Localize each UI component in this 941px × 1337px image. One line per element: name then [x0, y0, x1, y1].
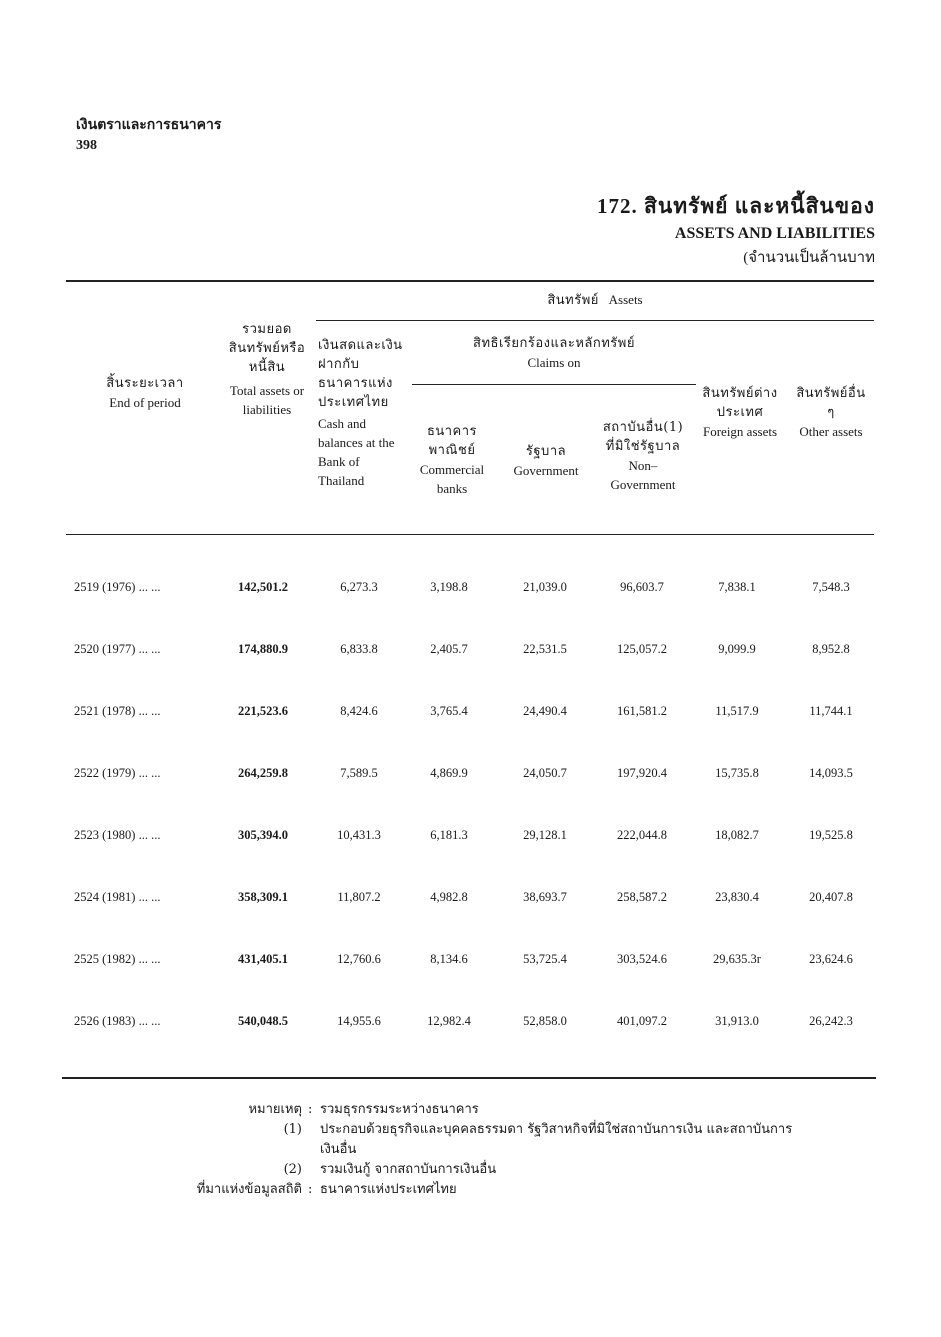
row-government: 21,039.0: [523, 580, 567, 594]
running-header: [76, 116, 221, 156]
row-government: 22,531.5: [523, 642, 567, 656]
row-total: 264,259.8: [238, 766, 288, 780]
claims-header: [412, 334, 696, 372]
commercial-header-th: ธนาคารพาณิชย์: [426, 424, 478, 458]
row-cash: 6,273.3: [340, 580, 378, 594]
row-government: 53,725.4: [523, 952, 567, 966]
row-non-government: 258,587.2: [617, 890, 667, 904]
assets-rule: [316, 320, 874, 321]
government-header-en: Government: [513, 463, 579, 478]
row-other: 14,093.5: [809, 766, 853, 780]
cash-header-en: Cash and balances at the Bank of Thailand: [318, 416, 395, 488]
note-line: [150, 1120, 800, 1160]
row-total: 431,405.1: [238, 952, 288, 966]
table-title-th: 172. สินทรัพย์ และหนี้สินของ: [597, 194, 875, 218]
government-header: [500, 442, 592, 480]
row-commercial: 4,982.8: [430, 890, 468, 904]
note-colon: :: [308, 1182, 313, 1197]
row-other: 8,952.8: [812, 642, 850, 656]
row-non-government: 161,581.2: [617, 704, 667, 718]
row-period: 2521 (1978) ... ...: [74, 704, 161, 718]
row-cash: 11,807.2: [337, 890, 381, 904]
foreign-header-th: สินทรัพย์ต่างประเทศ: [702, 386, 778, 420]
row-other: 20,407.8: [809, 890, 853, 904]
row-commercial: 4,869.9: [430, 766, 468, 780]
row-period: 2519 (1976) ... ...: [74, 580, 161, 594]
row-total: 174,880.9: [238, 642, 288, 656]
note-colon: [308, 1160, 320, 1180]
claims-header-th: สิทธิเรียกร้องและหลักทรัพย์: [473, 336, 635, 351]
row-total: 540,048.5: [238, 1014, 288, 1028]
row-cash: 12,760.6: [337, 952, 381, 966]
row-commercial: 3,765.4: [430, 704, 468, 718]
commercial-header-en: Commercial banks: [419, 462, 485, 496]
row-other: 7,548.3: [812, 580, 850, 594]
non-government-header: [600, 418, 686, 494]
row-government: 29,128.1: [523, 828, 567, 842]
row-cash: 8,424.6: [340, 704, 378, 718]
row-foreign: 29,635.3r: [713, 952, 761, 966]
note-text: ประกอบด้วยธุรกิจและบุคคลธรรมดา รัฐวิสาหกิจที่มิใช่สถาบันการเงิน และสถาบันการเงินอื่น: [320, 1122, 793, 1157]
table-title-block: [597, 190, 875, 269]
running-header-title: เงินตราและการธนาคาร: [76, 118, 222, 133]
row-commercial: 2,405.7: [430, 642, 468, 656]
cash-header-th: เงินสดและเงินฝากกับธนาคารแห่งประเทศไทย: [318, 338, 403, 410]
note-text: รวมเงินกู้ จากสถาบันการเงินอื่น: [320, 1162, 497, 1177]
table-row: [66, 580, 874, 600]
row-total: 142,501.2: [238, 580, 288, 594]
assets-header-th: สินทรัพย์: [547, 293, 599, 308]
row-non-government: 96,603.7: [620, 580, 664, 594]
non-government-header-th: สถาบันอื่น(1) ที่มิใช่รัฐบาล: [602, 420, 684, 454]
total-header: [228, 320, 306, 419]
bottom-rule: [62, 1077, 876, 1079]
table-row: [66, 642, 874, 662]
row-period: 2524 (1981) ... ...: [74, 890, 161, 904]
table-row: [66, 704, 874, 724]
row-foreign: 9,099.9: [718, 642, 756, 656]
row-cash: 7,589.5: [340, 766, 378, 780]
foreign-header-en: Foreign assets: [702, 424, 778, 439]
commercial-header: [410, 422, 494, 498]
row-period: 2526 (1983) ... ...: [74, 1014, 161, 1028]
row-foreign: 11,517.9: [715, 704, 759, 718]
row-non-government: 125,057.2: [617, 642, 667, 656]
header-bottom-rule: [66, 534, 874, 535]
note-line: [150, 1100, 800, 1120]
table-row: [66, 828, 874, 848]
note-label: (2): [283, 1162, 302, 1177]
table-row: [66, 890, 874, 910]
row-other: 19,525.8: [809, 828, 853, 842]
government-header-th: รัฐบาล: [525, 444, 567, 459]
foreign-header: [698, 384, 782, 441]
table-row: [66, 766, 874, 786]
row-total: 305,394.0: [238, 828, 288, 842]
total-header-th: รวมยอดสินทรัพย์หรือหนี้สิน: [228, 322, 306, 375]
top-rule: [66, 280, 874, 282]
row-period: 2520 (1977) ... ...: [74, 642, 161, 656]
row-foreign: 31,913.0: [715, 1014, 759, 1028]
notes-block: [150, 1100, 800, 1200]
note-label: ที่มาแห่งข้อมูลสถิติ: [196, 1182, 302, 1197]
note-label: หมายเหตุ: [248, 1102, 302, 1117]
row-cash: 14,955.6: [337, 1014, 381, 1028]
note-label: (1): [283, 1122, 302, 1137]
row-period: 2522 (1979) ... ...: [74, 766, 161, 780]
period-header-en: End of period: [109, 395, 181, 410]
claims-rule: [412, 384, 696, 385]
row-commercial: 6,181.3: [430, 828, 468, 842]
period-header-th: สิ้นระยะเวลา: [106, 376, 184, 391]
row-total: 358,309.1: [238, 890, 288, 904]
row-non-government: 303,524.6: [617, 952, 667, 966]
note-line: [150, 1180, 800, 1200]
row-non-government: 222,044.8: [617, 828, 667, 842]
assets-header: [316, 290, 874, 310]
row-foreign: 18,082.7: [715, 828, 759, 842]
row-total: 221,523.6: [238, 704, 288, 718]
row-government: 52,858.0: [523, 1014, 567, 1028]
note-text: รวมธุรกรรมระหว่างธนาคาร: [320, 1102, 479, 1117]
row-government: 24,050.7: [523, 766, 567, 780]
table-title-en: ASSETS AND LIABILITIES: [674, 225, 875, 242]
row-non-government: 401,097.2: [617, 1014, 667, 1028]
row-commercial: 12,982.4: [427, 1014, 471, 1028]
other-header-en: Other assets: [799, 424, 863, 439]
row-commercial: 8,134.6: [430, 952, 468, 966]
row-government: 24,490.4: [523, 704, 567, 718]
cash-header: [318, 336, 404, 490]
unit-note: (จำนวนเป็นล้านบาท: [743, 250, 875, 266]
note-colon: [308, 1120, 320, 1160]
row-period: 2525 (1982) ... ...: [74, 952, 161, 966]
row-other: 26,242.3: [809, 1014, 853, 1028]
row-non-government: 197,920.4: [617, 766, 667, 780]
assets-header-en: Assets: [608, 292, 643, 307]
row-other: 11,744.1: [809, 704, 853, 718]
row-commercial: 3,198.8: [430, 580, 468, 594]
page-number: 398: [76, 138, 97, 153]
row-foreign: 23,830.4: [715, 890, 759, 904]
total-header-en: Total assets or liabilities: [229, 383, 305, 417]
claims-header-en: Claims on: [527, 355, 581, 370]
row-cash: 10,431.3: [337, 828, 381, 842]
row-government: 38,693.7: [523, 890, 567, 904]
period-header: [70, 374, 220, 412]
table-row: [66, 1014, 874, 1034]
note-colon: :: [308, 1102, 313, 1117]
row-foreign: 7,838.1: [718, 580, 756, 594]
non-government-header-en: Non– Government: [610, 458, 676, 492]
table-row: [66, 952, 874, 972]
row-cash: 6,833.8: [340, 642, 378, 656]
note-text: ธนาคารแห่งประเทศไทย: [320, 1182, 457, 1197]
other-header: [796, 384, 866, 441]
row-period: 2523 (1980) ... ...: [74, 828, 161, 842]
row-foreign: 15,735.8: [715, 766, 759, 780]
other-header-th: สินทรัพย์อื่น ๆ: [796, 386, 866, 420]
note-line: [150, 1160, 800, 1180]
row-other: 23,624.6: [809, 952, 853, 966]
